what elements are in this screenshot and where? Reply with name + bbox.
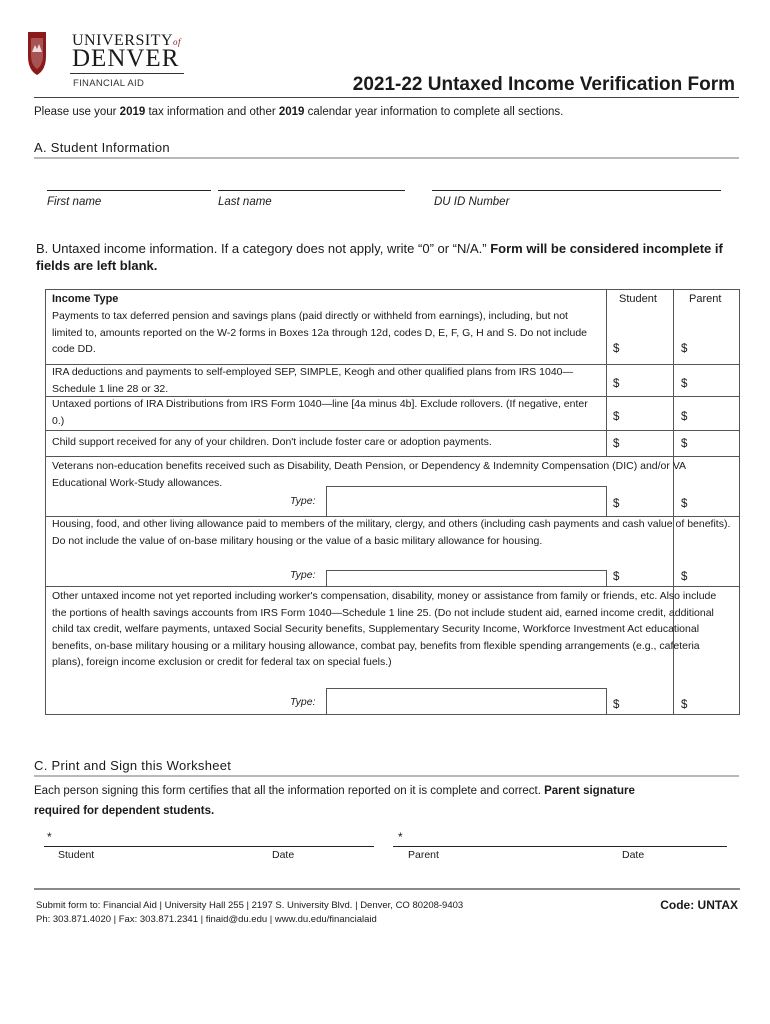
parent-amount-other[interactable]: $	[681, 699, 688, 711]
housing-type-input[interactable]	[326, 570, 607, 587]
parent-amount-child-support[interactable]: $	[681, 438, 688, 450]
section-a-heading: A. Student Information	[34, 140, 170, 155]
income-row-pension: Payments to tax deferred pension and savings plans (paid directly or withheld from earnings), including, but not limited to, amounts reported on the W-2 forms in Boxes 12a through 12d, codes D, E, F, G, H and S. Do not include code DD.	[52, 310, 588, 355]
parent-amount-pension[interactable]: $	[681, 343, 688, 355]
university-shield-logo	[26, 30, 48, 76]
intro-instructions: Please use your 2019 tax information and other 2019 calendar year information to complete all sections.	[34, 106, 564, 118]
section-b-heading: B. Untaxed income information. If a category does not apply, write “0” or “N/A.” Form will be considered incomplete if fields are left blank.	[36, 241, 723, 273]
footer-address: Submit form to: Financial Aid | University Hall 255 | 2197 S. University Blvd. | Denver, CO 80208-9403	[36, 900, 464, 911]
section-c-divider	[34, 775, 739, 777]
logo-divider	[70, 73, 184, 74]
student-amount-other[interactable]: $	[613, 699, 620, 711]
footer-divider	[34, 888, 740, 890]
first-name-field[interactable]	[47, 190, 211, 191]
student-signature-label: Student	[58, 849, 95, 861]
first-name-label: First name	[47, 196, 102, 208]
title-divider	[34, 97, 739, 98]
parent-signature-line[interactable]	[393, 846, 727, 847]
parent-amount-housing[interactable]: $	[681, 571, 688, 583]
student-signature-line[interactable]	[44, 846, 374, 847]
student-amount-pension[interactable]: $	[613, 343, 620, 355]
student-amount-veterans[interactable]: $	[613, 498, 620, 510]
veterans-type-input[interactable]	[326, 486, 607, 517]
student-amount-ira-deductions[interactable]: $	[613, 378, 620, 390]
student-date-label: Date	[272, 849, 295, 861]
student-amount-housing[interactable]: $	[613, 571, 620, 583]
parent-amount-ira-distributions[interactable]: $	[681, 411, 688, 423]
other-type-label: Type:	[290, 696, 316, 708]
other-type-input[interactable]	[326, 688, 607, 715]
parent-signature-label: Parent	[408, 849, 439, 861]
logo-university-text: UNIVERSITYof	[72, 32, 182, 49]
logo-denver-text: DENVER	[72, 45, 180, 72]
parent-amount-veterans[interactable]: $	[681, 498, 688, 510]
income-type-header: Income Type	[52, 293, 119, 305]
form-code: Code: UNTAX	[660, 898, 738, 912]
logo-financial-aid-text: FINANCIAL AID	[73, 78, 145, 89]
last-name-field[interactable]	[218, 190, 405, 191]
section-a-divider	[34, 157, 739, 159]
parent-required-marker: *	[398, 830, 403, 844]
parent-column-header: Parent	[689, 293, 722, 305]
section-c-heading: C. Print and Sign this Worksheet	[34, 758, 232, 773]
logo-of-text: of	[173, 37, 182, 47]
certification-statement: Each person signing this form certifies that all the information reported on it is complete and correct. Parent signature required for dependent students.	[34, 785, 635, 817]
student-amount-ira-distributions[interactable]: $	[613, 411, 620, 423]
footer-phone-email: Ph: 303.871.4020 | Fax: 303.871.2341 | finaid@du.edu | www.du.edu/financialaid	[36, 914, 377, 925]
income-row-child-support: Child support received for any of your children. Don't include foster care or adoption payments.	[52, 436, 492, 448]
parent-date-label: Date	[622, 849, 645, 861]
form-title: 2021-22 Untaxed Income Verification Form	[352, 74, 735, 95]
student-required-marker: *	[47, 830, 52, 844]
parent-amount-ira-deductions[interactable]: $	[681, 378, 688, 390]
du-id-label: DU ID Number	[434, 196, 510, 208]
veterans-type-label: Type:	[290, 495, 316, 507]
income-row-military-housing: Housing, food, and other living allowance paid to members of the military, clergy, and others (including cash payments and cash value of benefits). Do not include the value of on-base military housing or the value of a basic military allowance for housing.	[52, 518, 731, 547]
footer-contact	[36, 899, 463, 927]
housing-type-label: Type:	[290, 569, 316, 581]
income-row-ira-distributions: Untaxed portions of IRA Distributions from IRS Form 1040—line [4a minus 4b]. Exclude rollovers. (If negative, enter 0.)	[52, 398, 588, 427]
student-column-header: Student	[619, 293, 657, 305]
untaxed-income-table	[45, 289, 740, 715]
income-row-other-untaxed: Other untaxed income not yet reported including worker's compensation, disability, money or assistance from family or friends, etc. Also include the portions of health savings accounts from IRS Form 1040—Schedule 1 line 25. (Do not include student aid, earned income credit, additional child tax credit, welfare payments, untaxed Social Security benefits, Supplementary Security Income, Workforce Investment Act educational benefits, on-base military housing or a military housing allowance, combat pay, benefits from flexible spending arrangements (e.g., cafeteria plans), foreign income exclusion or credit for federal tax on special fuels.)	[52, 590, 717, 668]
du-id-field[interactable]	[432, 190, 721, 191]
income-row-ira-deductions: IRA deductions and payments to self-employed SEP, SIMPLE, Keogh and other qualified plans from IRS 1040—Schedule 1 line 28 or 32.	[52, 366, 574, 395]
income-row-veterans: Veterans non-education benefits received such as Disability, Death Pension, or Dependency & Indemnity Compensation (DIC) and/or VA Educational Work-Study allowances.	[52, 460, 686, 489]
last-name-label: Last name	[218, 196, 272, 208]
student-amount-child-support[interactable]: $	[613, 438, 620, 450]
